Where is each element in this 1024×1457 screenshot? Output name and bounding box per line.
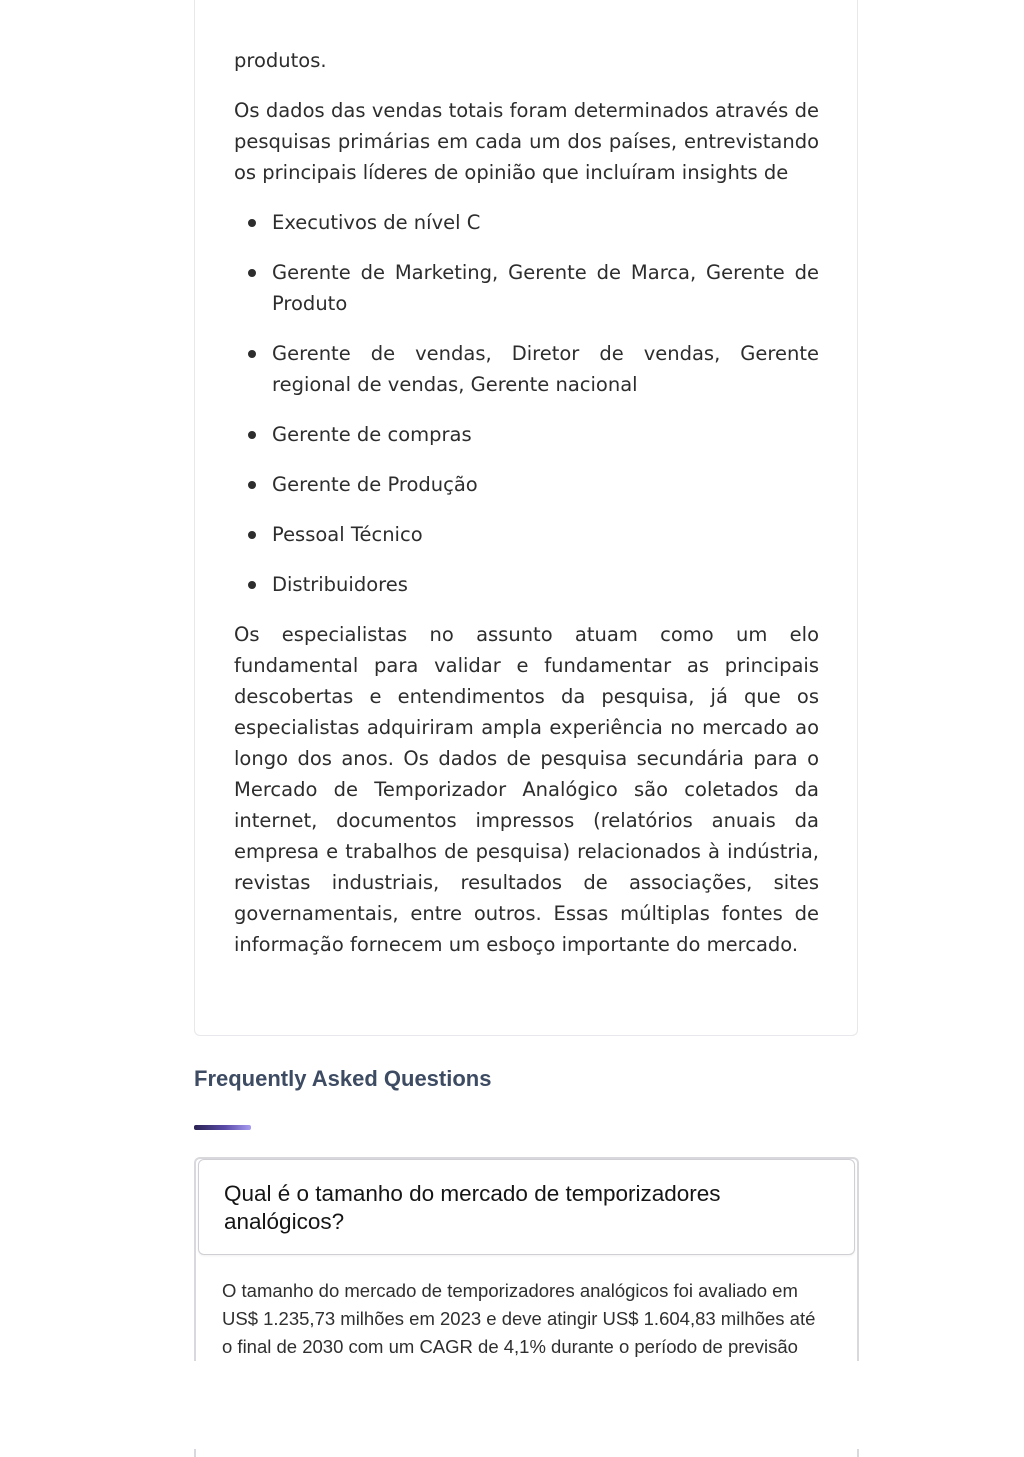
experts-paragraph: Os especialistas no assunto atuam como um elo fundamental para validar e fundamentar as principais descobertas e entendimentos da pesquisa, já que os especialistas adquiriram ampla experiência no mercado ao longo dos anos. Os dados de pesquisa secundária para o Mercado de Temporizador Analógico são coletados da internet, documentos impressos (relatórios anuais da empresa e trabalhos de pesquisa) relacionados à indústria, revistas industriais, resultados de associações, sites governamentais, entre outros. Essas múltiplas fontes de informação fornecem um esboço importante do mercado. [234,623,819,956]
list-item [272,338,819,400]
list-item-text: Gerente de vendas, Diretor de vendas, Gerente regional de vendas, Gerente nacional [272,342,819,396]
opinion-leaders-list [234,207,819,600]
list-item [272,519,819,550]
list-item-text: Executivos de nível C [272,211,481,234]
bullet-icon [248,581,256,589]
page-bottom-margin [0,1361,1024,1449]
faq-answer-text: O tamanho do mercado de temporizadores analógicos foi avaliado em US$ 1.235,73 milhões em 2023 e deve atingir US$ 1.604,83 milhões até o final de 2030 com um CAGR de 4,1% durante o período de previsão [222,1280,816,1357]
list-item-text: Pessoal Técnico [272,523,423,546]
methodology-content [234,49,819,979]
bullet-icon [248,219,256,227]
list-item [272,207,819,238]
list-item-text: Gerente de Marketing, Gerente de Marca, Gerente de Produto [272,261,819,315]
bullet-icon [248,481,256,489]
list-item-text: Gerente de compras [272,423,472,446]
list-item [272,419,819,450]
faq-question-toggle[interactable] [198,1159,855,1255]
bullet-icon [248,269,256,277]
faq-heading: Frequently Asked Questions [194,1066,492,1091]
sales-paragraph: Os dados das vendas totais foram determinados através de pesquisas primárias em cada um dos países, entrevistando os principais líderes de opinião que incluíram insights de [234,99,819,184]
bullet-icon [248,350,256,358]
list-item-text: Gerente de Produção [272,473,478,496]
faq-heading-underline [194,1125,251,1130]
list-item-text: Distribuidores [272,573,408,596]
bullet-icon [248,431,256,439]
faq-question-text: Qual é o tamanho do mercado de temporizadores analógicos? [224,1181,721,1234]
list-item [272,257,819,319]
list-item [272,469,819,500]
methodology-card [194,0,858,1036]
list-item [272,569,819,600]
bullet-icon [248,531,256,539]
intro-tail-text: produtos. [234,49,327,72]
